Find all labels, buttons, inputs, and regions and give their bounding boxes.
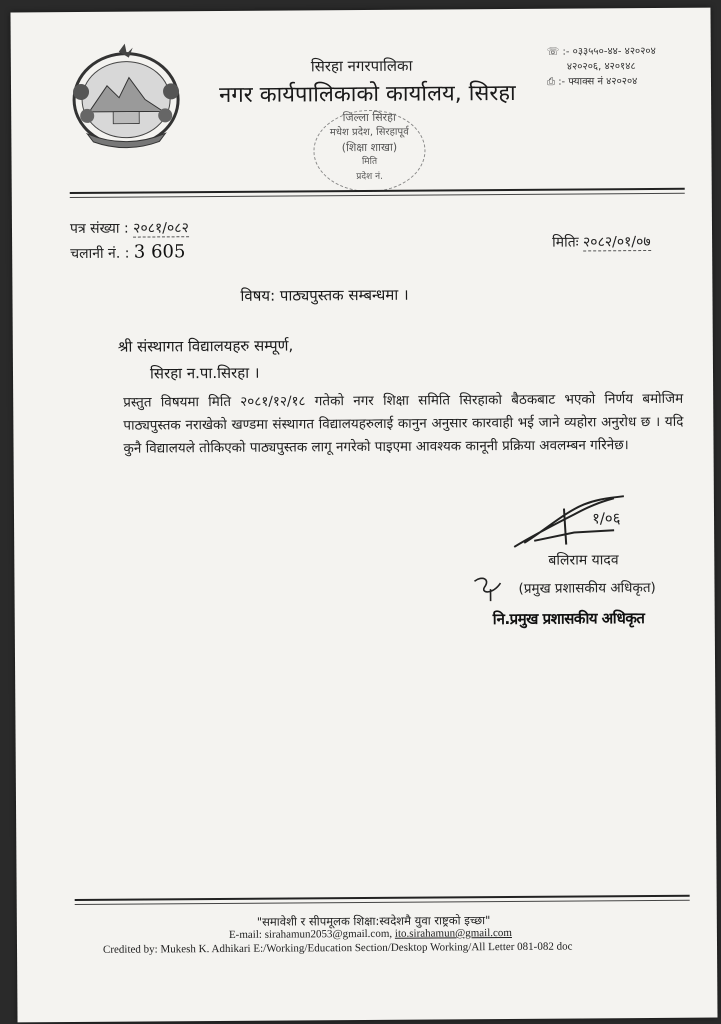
- letter-body: प्रस्तुत विषयमा मिति २०८१/१२/१८ गतेको नगर शिक्षा समिति सिरहाको बैठकबाट भएको निर्णय बमोजिम पाठ्यपुस्तक नराखेको खण्डमा संस्थागत विद्यालयहरुलाई कानुन अनुसार कारवाही भई जाने व्यहोरा अनुरोध छ । यदि कुनै विद्यालयले तोकिएको पाठ्यपुस्तक लागू नगरेको पाइएमा आवश्यक कानूनी प्रक्रिया अवलम्बन गरिनेछ।: [123, 390, 684, 457]
- contact-phone: ☏ :- ०३३५५०-४४- ४२०२०४: [546, 45, 656, 58]
- contact-fax: ⎙ :- फ्याक्स नं ४२०२०४: [546, 76, 638, 88]
- letter-page: [10, 8, 717, 1023]
- signatory-stamp: नि.प्रमुख प्रशासकीय अधिकृत: [492, 609, 645, 629]
- email-link[interactable]: ito.sirahamun@gmail.com: [394, 926, 512, 940]
- footer-email: E-mail: sirahamun2053@gmail.com, ito.sirahamun@gmail.com: [228, 926, 512, 941]
- office-stamp: जिल्ला सिरहा मधेश प्रदेश, सिरहापूर्व (शिक्षा शाखा) मिति प्रदेश नं.: [309, 110, 430, 193]
- signatory-role: (प्रमुख प्रशासकीय अधिकृत): [518, 579, 656, 597]
- initial-mark-icon: [470, 573, 510, 603]
- footer-motto: "समावेशी र सीपमूलक शिक्षा:स्वदेशमै युवा राष्ट्रको इच्छा": [256, 913, 491, 929]
- nepal-government-emblem-icon: [67, 41, 186, 152]
- addressee-line-2: सिरहा न.पा.सिरहा ।: [149, 363, 260, 383]
- subject-line: विषय: पाठ्यपुस्तक सम्बन्धमा ।: [240, 285, 409, 305]
- patra-sankhya: पत्र संख्या : २०८१/०८२: [69, 220, 189, 238]
- handwritten-signature-icon: [504, 484, 664, 555]
- addressee-line-1: श्री संस्थागत विद्यालयहरु सम्पूर्ण,: [117, 336, 294, 356]
- signatory-name: बलिराम यादव: [548, 552, 619, 569]
- contact-phone-2: ४२०२०६, ४२०१४८: [566, 61, 636, 73]
- addressee-block: [118, 332, 294, 387]
- office-name: सिरहा नगरपालिका: [310, 56, 413, 76]
- chalani-number: चलानी नं. : 3 605: [70, 241, 186, 263]
- reference-block: [70, 216, 189, 266]
- fax-icon: ⎙: [546, 76, 559, 88]
- footer-divider-thin: [75, 900, 690, 905]
- phone-icon: ☏: [546, 46, 563, 58]
- contact-block: [547, 44, 656, 90]
- office-title: नगर कार्यपालिकाको कार्यालय, सिरहा: [218, 80, 516, 109]
- header-divider-thin: [70, 193, 685, 198]
- signature-date-note: १/०६: [591, 509, 621, 528]
- stamp-ring: [313, 110, 426, 193]
- letter-date: मितिः २०८२/०१/०७: [552, 233, 651, 251]
- footer-credit: Credited by: Mukesh K. Adhikari E:/Working/Education Section/Desktop Working/All Letter 081-082 doc: [102, 940, 573, 956]
